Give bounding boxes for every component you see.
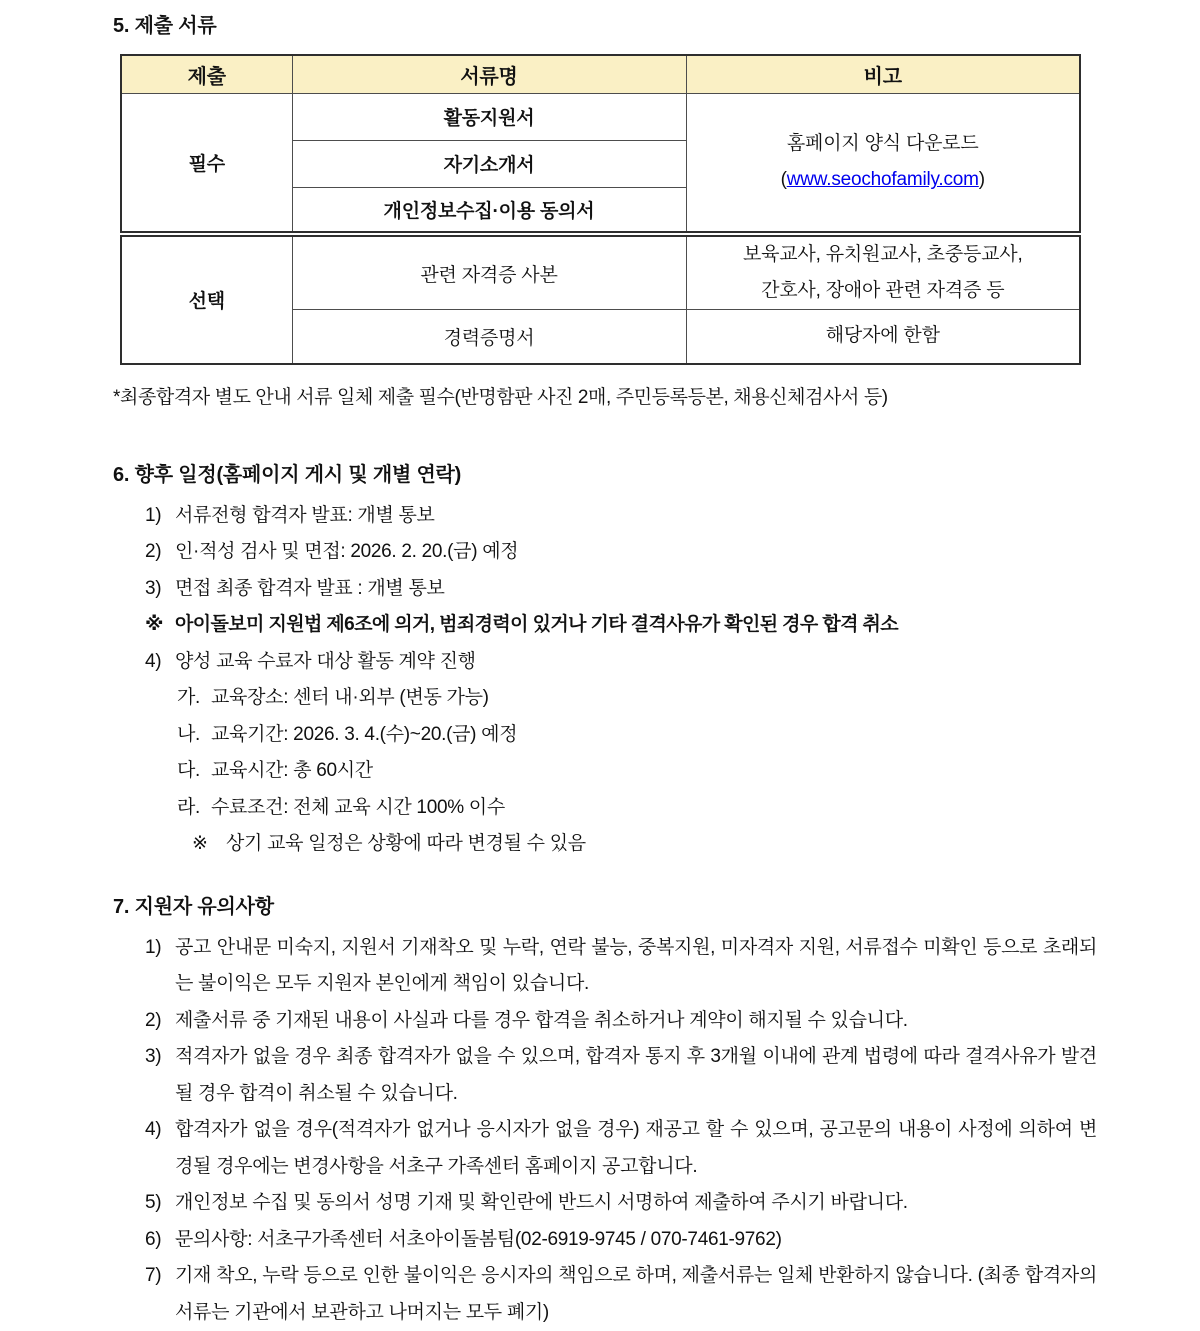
section7-list — [145, 930, 1097, 1331]
required-doc-2: 자기소개서 — [292, 140, 686, 187]
required-group-label: 필수 — [121, 93, 292, 234]
item-text: 교육장소: 센터 내·외부 (변동 가능) — [211, 680, 1097, 717]
section5-title: 5. 제출 서류 — [113, 12, 1200, 40]
list-item — [145, 1112, 1097, 1185]
item-text: 상기 교육 일정은 상황에 따라 변경될 수 있음 — [226, 826, 1097, 863]
table-footnote: *최종합격자 별도 안내 서류 일체 제출 필수(반명함판 사진 2매, 주민등록등본, 채용신체검사서 등) — [113, 382, 1200, 409]
item-marker: 3) — [145, 571, 175, 608]
item-marker: 4) — [145, 1112, 175, 1185]
list-item — [145, 1222, 1097, 1259]
required-note-text: 홈페이지 양식 다운로드 — [787, 133, 979, 154]
list-item — [145, 1003, 1097, 1040]
item-text: 면접 최종 합격자 발표 : 개별 통보 — [175, 571, 1097, 608]
item-text: 기재 착오, 누락 등으로 인한 불이익은 응시자의 책임으로 하며, 제출서류는 일체 반환하지 않습니다. (최종 합격자의 서류는 기관에서 보관하고 나머지는 모두 폐기) — [175, 1258, 1097, 1331]
section6-list — [145, 498, 1097, 863]
list-item — [145, 498, 1097, 535]
item-marker: 1) — [145, 498, 175, 535]
section7 — [0, 893, 1200, 1331]
list-subitem — [177, 790, 1097, 827]
reference-mark-icon: ※ — [192, 826, 226, 863]
item-text: 교육기간: 2026. 3. 4.(수)~20.(금) 예정 — [211, 717, 1097, 754]
item-marker: 6) — [145, 1222, 175, 1259]
list-subitem — [177, 717, 1097, 754]
item-text: 제출서류 중 기재된 내용이 사실과 다를 경우 합격을 취소하거나 계약이 해지될 수 있습니다. — [175, 1003, 1097, 1040]
item-text: 교육시간: 총 60시간 — [211, 753, 1097, 790]
section6 — [0, 461, 1200, 863]
required-doc-1: 활동지원서 — [292, 93, 686, 140]
list-subitem — [177, 753, 1097, 790]
list-item — [145, 571, 1097, 608]
table-row — [121, 93, 1080, 140]
item-marker: 4) — [145, 644, 175, 681]
close-paren: ) — [979, 169, 985, 190]
required-doc-3: 개인정보수집·이용 동의서 — [292, 187, 686, 234]
list-subnote — [192, 826, 1097, 863]
list-item — [145, 1039, 1097, 1112]
optional-note-1: 보육교사, 유치원교사, 초중등교사, 간호사, 장애아 관련 자격증 등 — [686, 234, 1080, 310]
item-marker: 라. — [177, 790, 211, 827]
item-text: 수료조건: 전체 교육 시간 100% 이수 — [211, 790, 1097, 827]
header-cell-remarks: 비고 — [686, 55, 1080, 93]
item-text: 적격자가 없을 경우 최종 합격자가 없을 수 있으며, 합격자 통지 후 3개월 이내에 관계 법령에 따라 결격사유가 발견될 경우 합격이 취소될 수 있습니다. — [175, 1039, 1097, 1112]
item-text: 인·적성 검사 및 면접: 2026. 2. 20.(금) 예정 — [175, 534, 1097, 571]
list-item — [145, 1258, 1097, 1331]
list-item — [145, 644, 1097, 681]
table-header-row — [121, 55, 1080, 93]
open-paren: ( — [781, 169, 787, 190]
item-marker: 2) — [145, 534, 175, 571]
item-marker: 다. — [177, 753, 211, 790]
header-cell-submission: 제출 — [121, 55, 292, 93]
table-row — [121, 234, 1080, 310]
reference-mark-icon: ※ — [145, 607, 175, 644]
website-link[interactable]: www.seochofamily.com — [787, 169, 979, 190]
submission-documents-table — [120, 54, 1081, 365]
item-marker: 가. — [177, 680, 211, 717]
optional-doc-2: 경력증명서 — [292, 310, 686, 364]
optional-group-label: 선택 — [121, 234, 292, 364]
list-item — [145, 930, 1097, 1003]
item-marker: 나. — [177, 717, 211, 754]
item-marker: 7) — [145, 1258, 175, 1331]
item-marker: 3) — [145, 1039, 175, 1112]
item-text: 공고 안내문 미숙지, 지원서 기재착오 및 누락, 연락 불능, 중복지원, 미자격자 지원, 서류접수 미확인 등으로 초래되는 불이익은 모두 지원자 본인에게 책임이 있습니다. — [175, 930, 1097, 1003]
optional-doc-1: 관련 자격증 사본 — [292, 234, 686, 310]
section7-title: 7. 지원자 유의사항 — [113, 893, 1200, 921]
item-text: 개인정보 수집 및 동의서 성명 기재 및 확인란에 반드시 서명하여 제출하여 주시기 바랍니다. — [175, 1185, 1097, 1222]
optional-note-2: 해당자에 한함 — [686, 310, 1080, 364]
item-text: 문의사항: 서초구가족센터 서초아이돌봄팀(02-6919-9745 / 070-7461-9762) — [175, 1222, 1097, 1259]
item-text: 서류전형 합격자 발표: 개별 통보 — [175, 498, 1097, 535]
required-note-cell — [686, 93, 1080, 234]
item-marker: 1) — [145, 930, 175, 1003]
item-marker: 2) — [145, 1003, 175, 1040]
list-item — [145, 1185, 1097, 1222]
item-marker: 5) — [145, 1185, 175, 1222]
list-item — [145, 534, 1097, 571]
item-text: 양성 교육 수료자 대상 활동 계약 진행 — [175, 644, 1097, 681]
item-text: 아이돌보미 지원법 제6조에 의거, 범죄경력이 있거나 기타 결격사유가 확인된 경우 합격 취소 — [175, 607, 1097, 644]
item-text: 합격자가 없을 경우(적격자가 없거나 응시자가 없을 경우) 재공고 할 수 있으며, 공고문의 내용이 사정에 의하여 변경될 경우에는 변경사항을 서초구 가족센터 홈페이지 공고합니다. — [175, 1112, 1097, 1185]
header-cell-document-name: 서류명 — [292, 55, 686, 93]
section6-title: 6. 향후 일정(홈페이지 게시 및 개별 연락) — [113, 461, 1200, 489]
list-subitem — [177, 680, 1097, 717]
list-item-warning — [145, 607, 1097, 644]
